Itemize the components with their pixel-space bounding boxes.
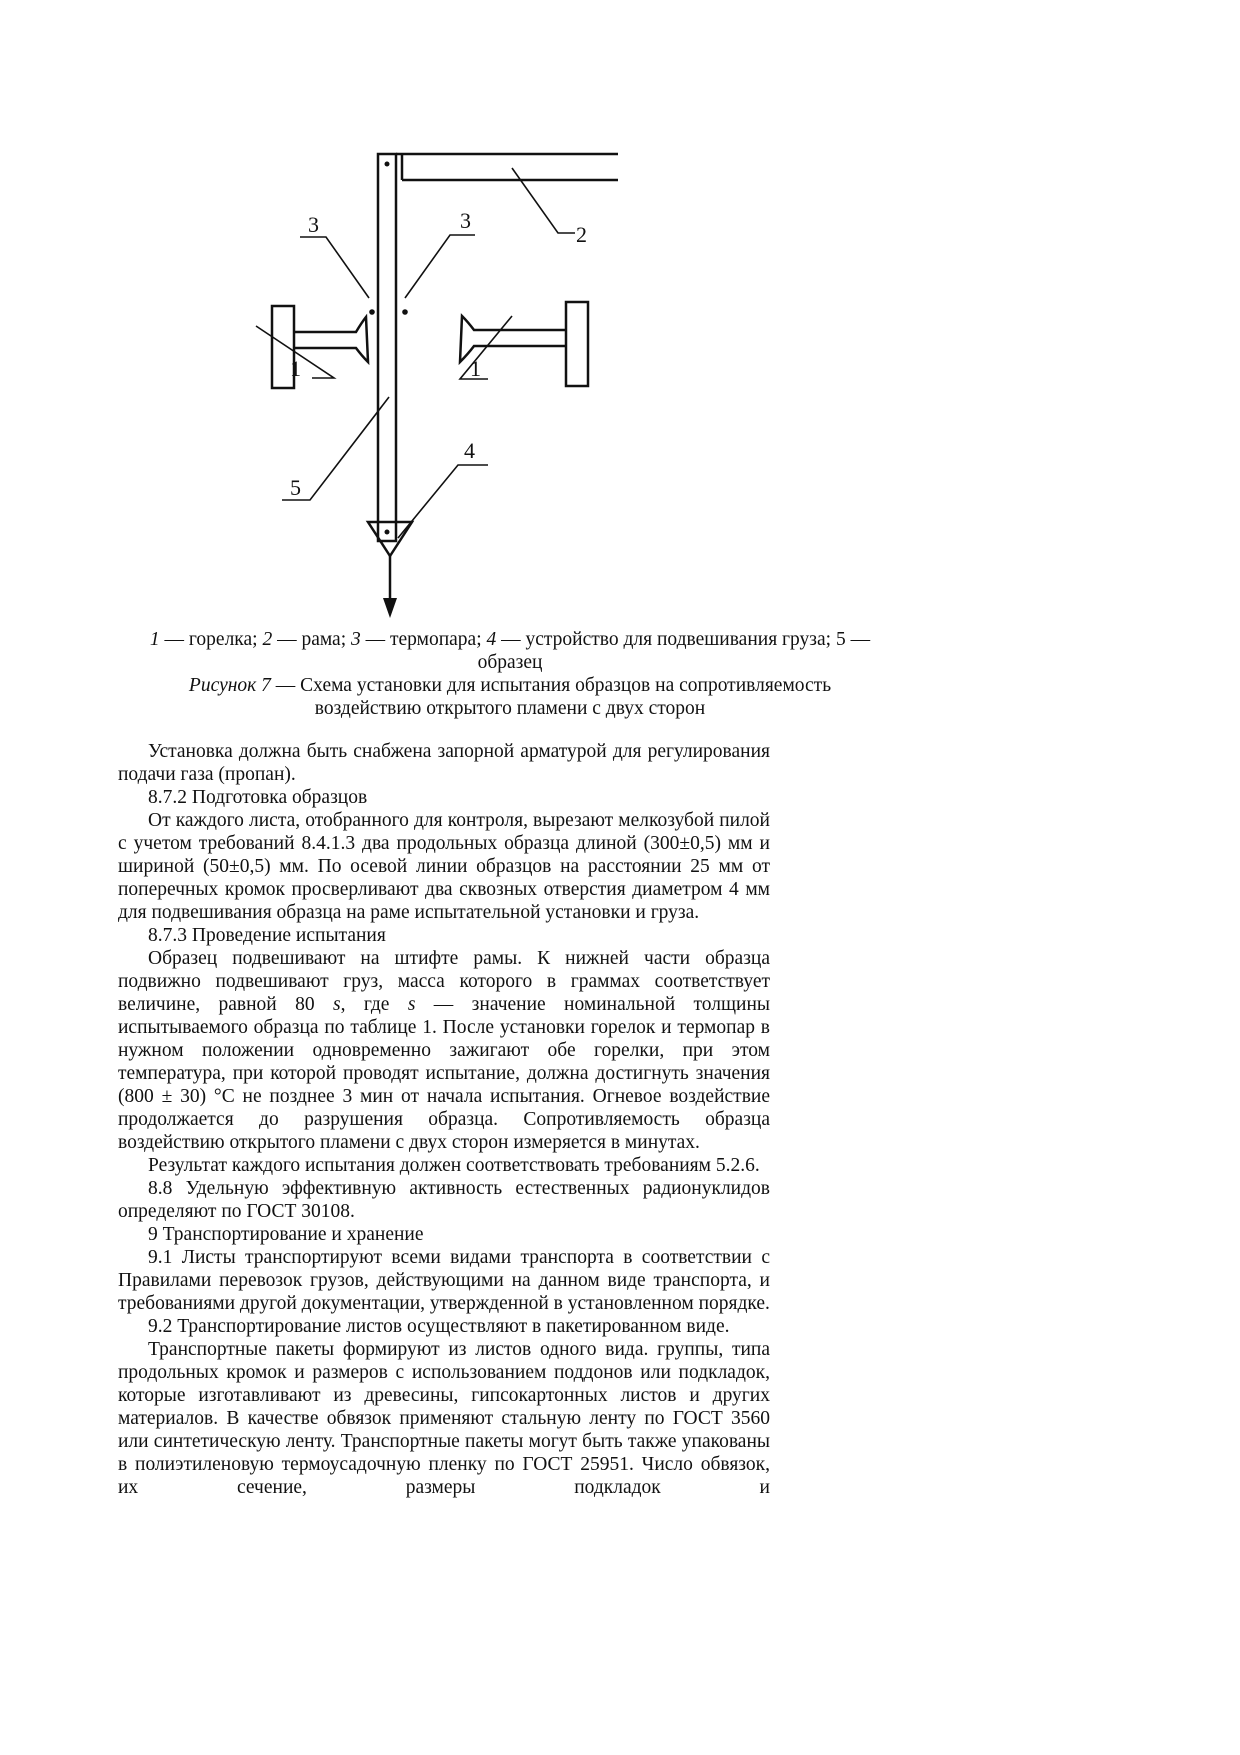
label-3-left: 3 [308,212,319,237]
figure-legend [140,628,880,674]
test-procedure-a: Образец подвешивают на штифте рамы. К нижней части образца подвижно подвешивают груз, масса которого в граммах соответствует величине, равной 80 [118,948,770,1015]
pin-top [385,162,390,167]
paragraph-sample-prep: От каждого листа, отобранного для контроля, вырезают мелкозубой пилой с учетом требований 8.4.1.3 два продольных образца длиной (300±0,5) мм и шириной (50±0,5) мм. По осевой линии образцов на расстоянии 25 мм от поперечных кромок просверливают два сквозных отверстия диаметром 4 мм для подвешивания образца на раме испытательной установки и груза. [118,810,770,923]
paragraph-gas-supply: Установка должна быть снабжена запорной арматурой для регулирования подачи газа (пропан). [118,741,770,785]
leader-3-right [405,235,475,298]
burner-right-body [566,302,588,386]
heading-9: 9 Транспортирование и хранение [148,1224,424,1245]
legend-num-2: 2 [262,629,273,650]
legend-num-3: 3 [351,629,361,650]
paragraph-9-2: 9.2 Транспортирование листов осуществляют в пакетированном виде. [148,1316,730,1337]
figure-caption [140,628,880,720]
leader-3-left [300,237,369,298]
paragraph-9-1: 9.1 Листы транспортируют всеми видами транспорта в соответствии с Правилами перевозок грузов, действующими на данном виде транспорта, и требованиями другой документации, утвержденной в установленном порядке. [118,1247,770,1314]
label-2: 2 [576,222,587,247]
label-3-right: 3 [460,208,471,233]
specimen-shape [378,154,396,541]
label-4: 4 [464,438,475,463]
leader-1-right [460,316,512,379]
legend-text-4: — устройство для подвешивания груза; 5 — образец [477,629,871,673]
pin-bottom [385,530,390,535]
body-text [118,740,770,1499]
legend-num-4: 4 [486,629,497,650]
legend-text-2: — рама; [272,629,351,650]
paragraph-test-procedure [118,947,770,1154]
leader-2 [512,168,575,233]
weight-triangle [368,522,412,556]
thermocouple-right-point [402,309,408,315]
test-procedure-c: — значение номинальной толщины испытываемого образца по таблице 1. После установки горелок и термопар в нужном положении одновременно зажигают обе горелки, при этом температура, при которой проводят испытание, должна достигнуть значения (800 ± 30) °С не позднее 3 мин от начала испытания. Огневое воздействие продолжается до разрушения образца. Сопротивляемость образца воздействию открытого пламени с двух сторон измеряется в минутах. [118,994,771,1153]
heading-8-7-3: 8.7.3 Проведение испытания [148,925,386,946]
legend-num-1: 1 [149,629,160,650]
test-procedure-b: , где [340,994,408,1015]
figure-title [140,674,880,720]
leader-4 [398,465,488,538]
paragraph-transport-packs: Транспортные пакеты формируют из листов одного вида. группы, типа продольных кромок и размеров с использованием поддонов или подкладок, которые изготавливают из древесины, гипсокартонных листов и других материалов. В качестве обвязок применяют стальную ленту по ГОСТ 3560 или синтетическую ленту. Транспортные пакеты могут быть также упакованы в полиэтиленовую термоусадочную пленку по ГОСТ 25951. Число обвязок, их сечение, размеры подкладок и [118,1339,770,1498]
paragraph-test-result: Результат каждого испытания должен соответствовать требованиям 5.2.6. [148,1155,760,1176]
legend-text-1: — горелка; [159,629,263,650]
legend-text-3: — термопара; [360,629,487,650]
arrow-head [383,598,397,618]
label-5: 5 [290,475,301,500]
symbol-s-1: s [333,994,341,1015]
symbol-s-2: s [407,994,416,1015]
heading-8-7-2: 8.7.2 Подготовка образцов [148,787,368,808]
figure-title-text: — Схема установки для испытания образцов на сопротивляемость воздействию открытого пламени с двух сторон [270,675,832,719]
label-1-right: 1 [470,356,481,381]
burner-left-nozzle [294,317,368,362]
figure-label: Рисунок 7 [188,675,271,696]
paragraph-8-8: 8.8 Удельную эффективную активность естественных радионуклидов определяют по ГОСТ 30108. [118,1178,770,1222]
thermocouple-left-point [369,309,375,315]
label-1-left: 1 [290,356,301,381]
test-setup-diagram [250,140,670,630]
diagram-svg [250,140,670,630]
